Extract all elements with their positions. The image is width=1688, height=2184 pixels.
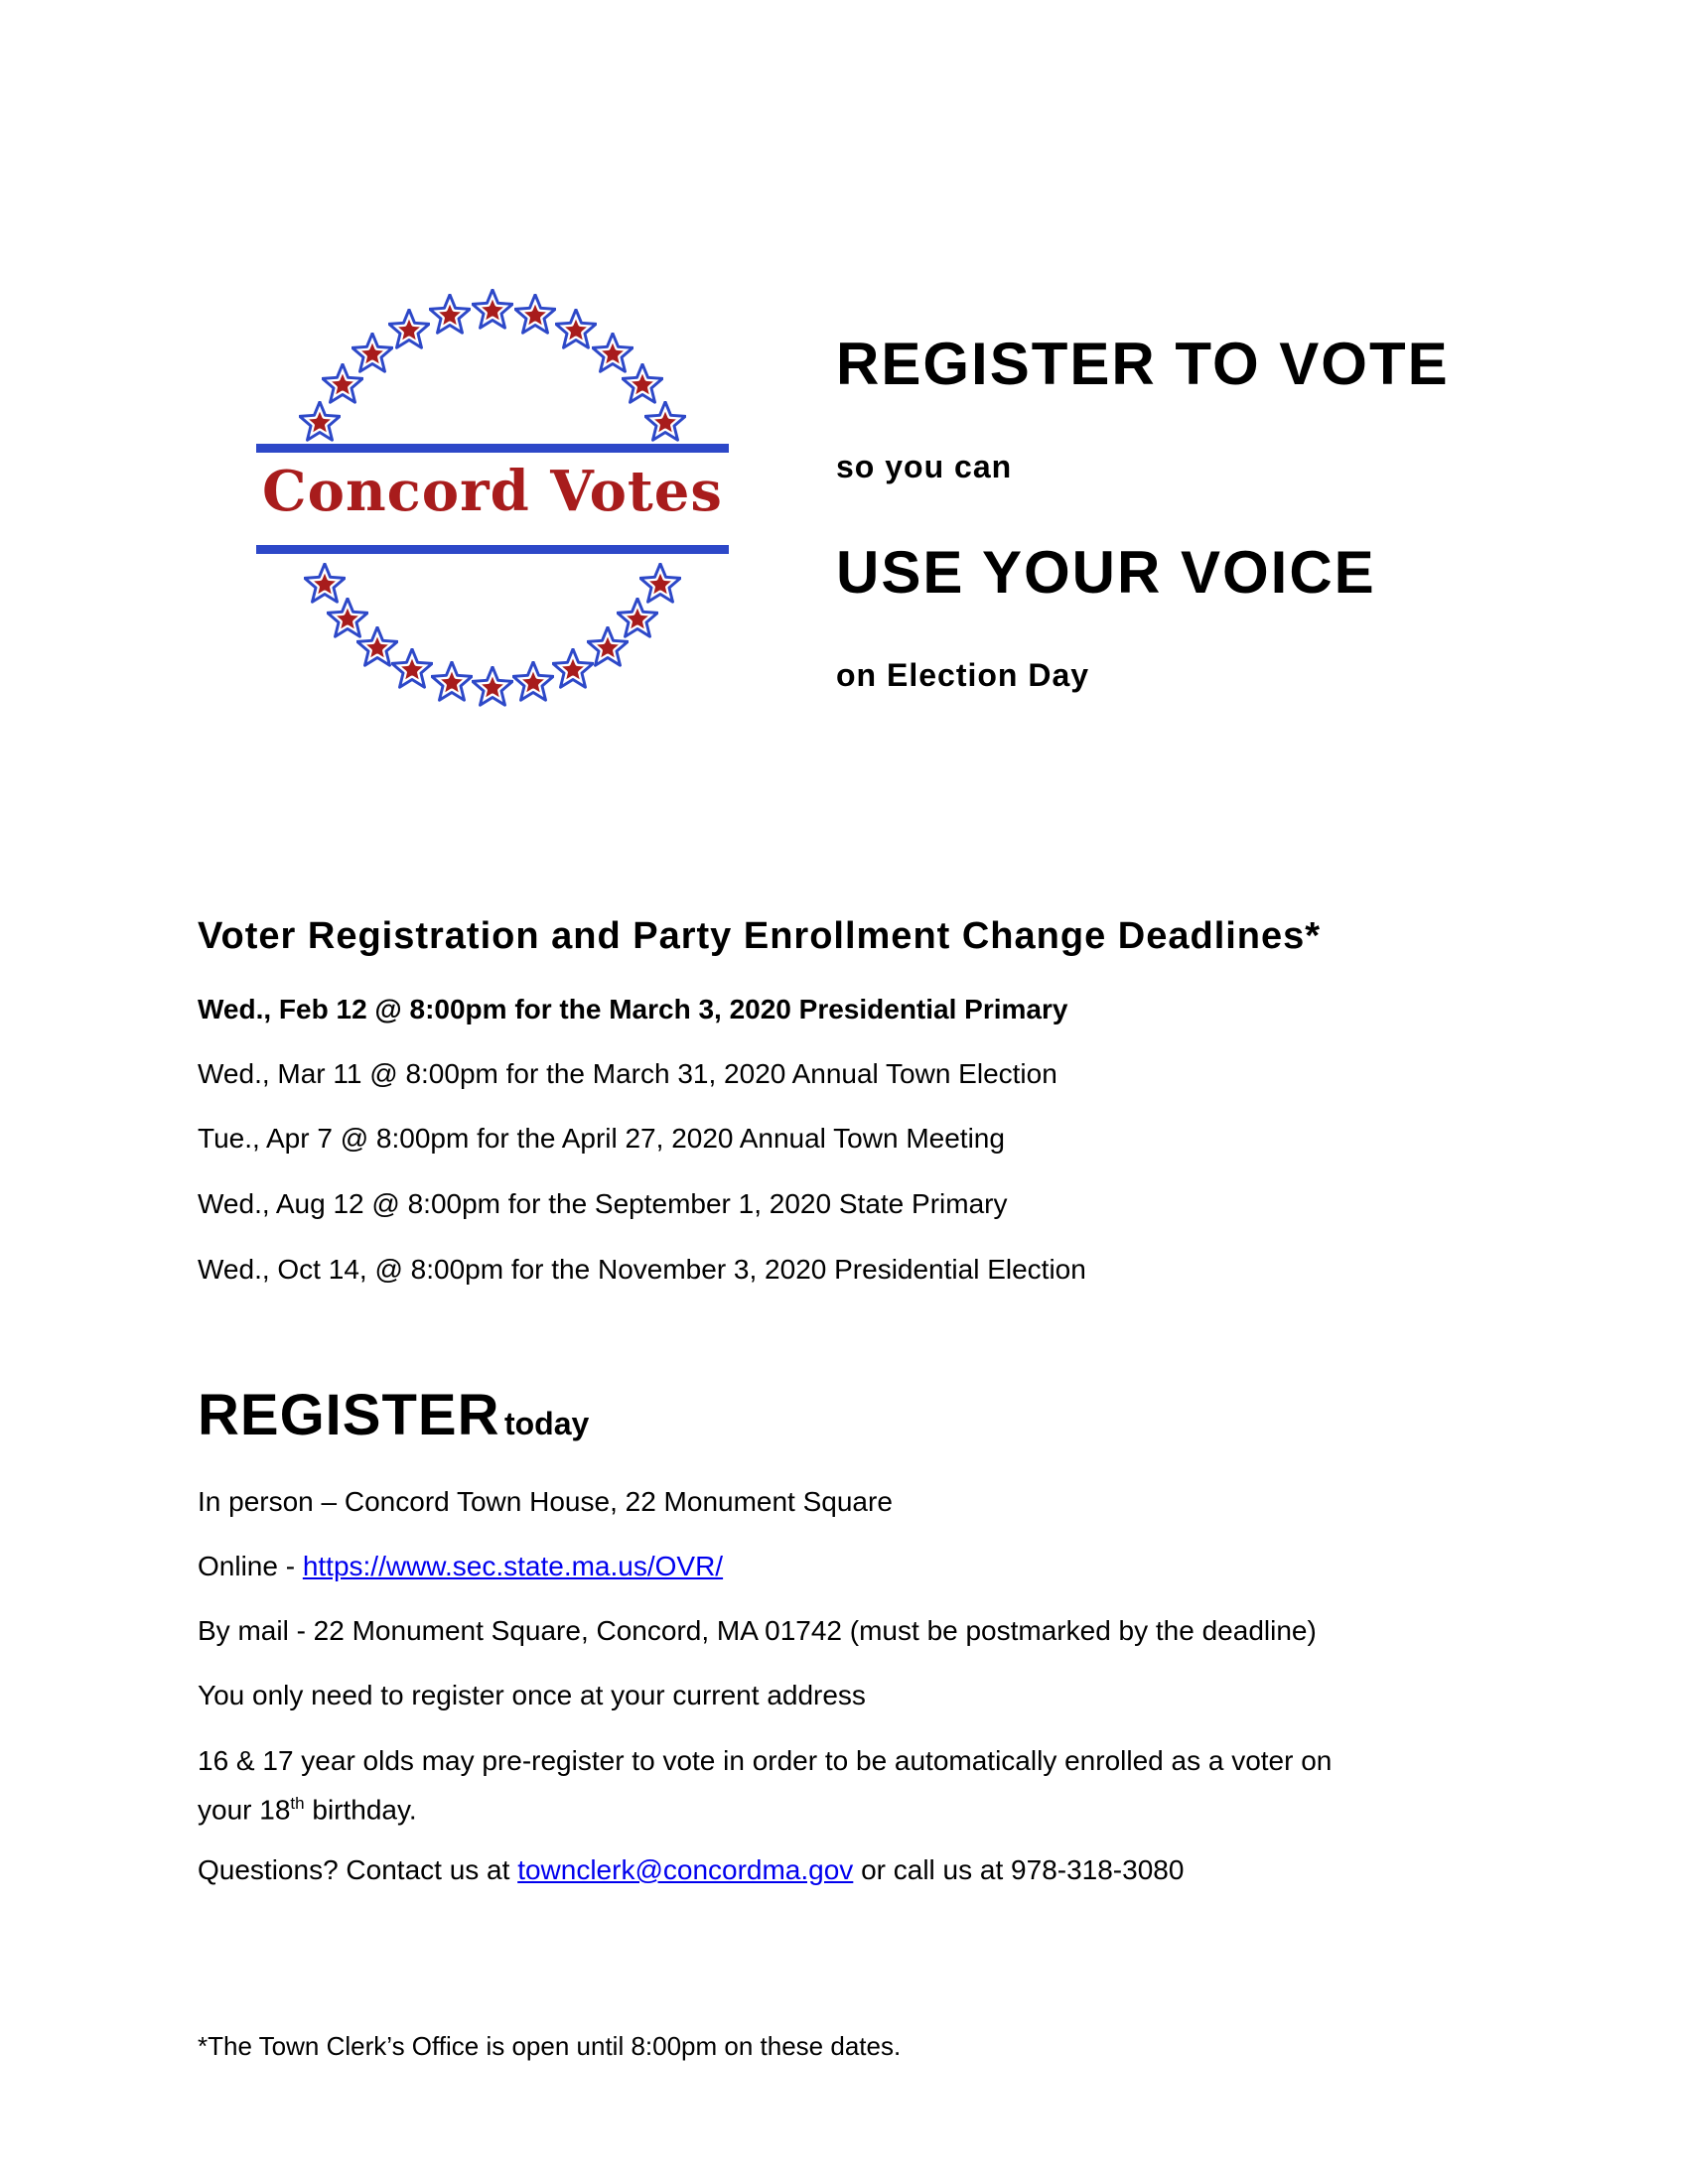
- star-icon: [299, 401, 341, 443]
- headline-so-you-can: so you can: [836, 449, 1013, 484]
- star-icon: [644, 401, 686, 443]
- register-online: [198, 1550, 723, 1583]
- online-label: Online -: [198, 1551, 303, 1581]
- star-icon: [388, 309, 430, 350]
- register-in-person: In person – Concord Town House, 22 Monument Square: [198, 1486, 893, 1517]
- preregister-note-line2: [198, 1787, 417, 1827]
- deadline-item: Wed., Aug 12 @ 8:00pm for the September 1, 2020 State Primary: [198, 1188, 1008, 1219]
- register-today-heading: [198, 1382, 589, 1448]
- questions-suffix: or call us at 978-318-3080: [853, 1854, 1185, 1885]
- questions-prefix: Questions? Contact us at: [198, 1854, 518, 1885]
- headline-election-day: on Election Day: [836, 657, 1090, 693]
- online-registration-link[interactable]: https://www.sec.state.ma.us/OVR/: [302, 1551, 724, 1581]
- ordinal-suffix: th: [290, 1794, 305, 1813]
- star-icon: [639, 563, 681, 605]
- star-icon: [512, 661, 554, 703]
- deadline-item: Tue., Apr 7 @ 8:00pm for the April 27, 2020 Annual Town Meeting: [198, 1123, 1005, 1154]
- register-once-note: You only need to register once at your current address: [198, 1680, 866, 1710]
- star-icon: [429, 294, 471, 336]
- star-icon: [431, 661, 473, 703]
- star-icon: [622, 363, 663, 405]
- logo-top-rule: [256, 444, 729, 453]
- star-icon: [391, 648, 433, 690]
- preregister-note-line1: 16 & 17 year olds may pre-register to vote in order to be automatically enrolled as a voter on: [198, 1745, 1333, 1776]
- preregister-prefix: your 18: [198, 1794, 291, 1826]
- deadline-item: Wed., Mar 11 @ 8:00pm for the March 31, 2020 Annual Town Election: [198, 1058, 1057, 1089]
- register-by-mail: By mail - 22 Monument Square, Concord, MA 01742 (must be postmarked by the deadline): [198, 1615, 1317, 1646]
- deadlines-title: Voter Registration and Party Enrollment Change Deadlines*: [198, 915, 1322, 957]
- logo-bottom-rule: [256, 545, 729, 554]
- star-icon: [472, 666, 513, 708]
- questions-contact: [198, 1853, 1184, 1887]
- register-today: today: [503, 1406, 590, 1441]
- register-title: REGISTER: [198, 1383, 500, 1447]
- deadline-item: Wed., Oct 14, @ 8:00pm for the November 3, 2020 Presidential Election: [198, 1254, 1086, 1285]
- logo-text: Concord Votes: [262, 459, 723, 524]
- email-link[interactable]: townclerk@concordma.gov: [517, 1854, 854, 1885]
- footnote: *The Town Clerk’s Office is open until 8:00pm on these dates.: [198, 2031, 902, 2061]
- headline-use-your-voice: USE YOUR VOICE: [836, 539, 1376, 606]
- preregister-suffix: birthday.: [304, 1794, 417, 1826]
- star-icon: [514, 294, 556, 336]
- deadline-item: Wed., Feb 12 @ 8:00pm for the March 3, 2020 Presidential Primary: [198, 994, 1068, 1024]
- headline-register-to-vote: REGISTER TO VOTE: [836, 331, 1450, 397]
- star-icon: [472, 289, 513, 331]
